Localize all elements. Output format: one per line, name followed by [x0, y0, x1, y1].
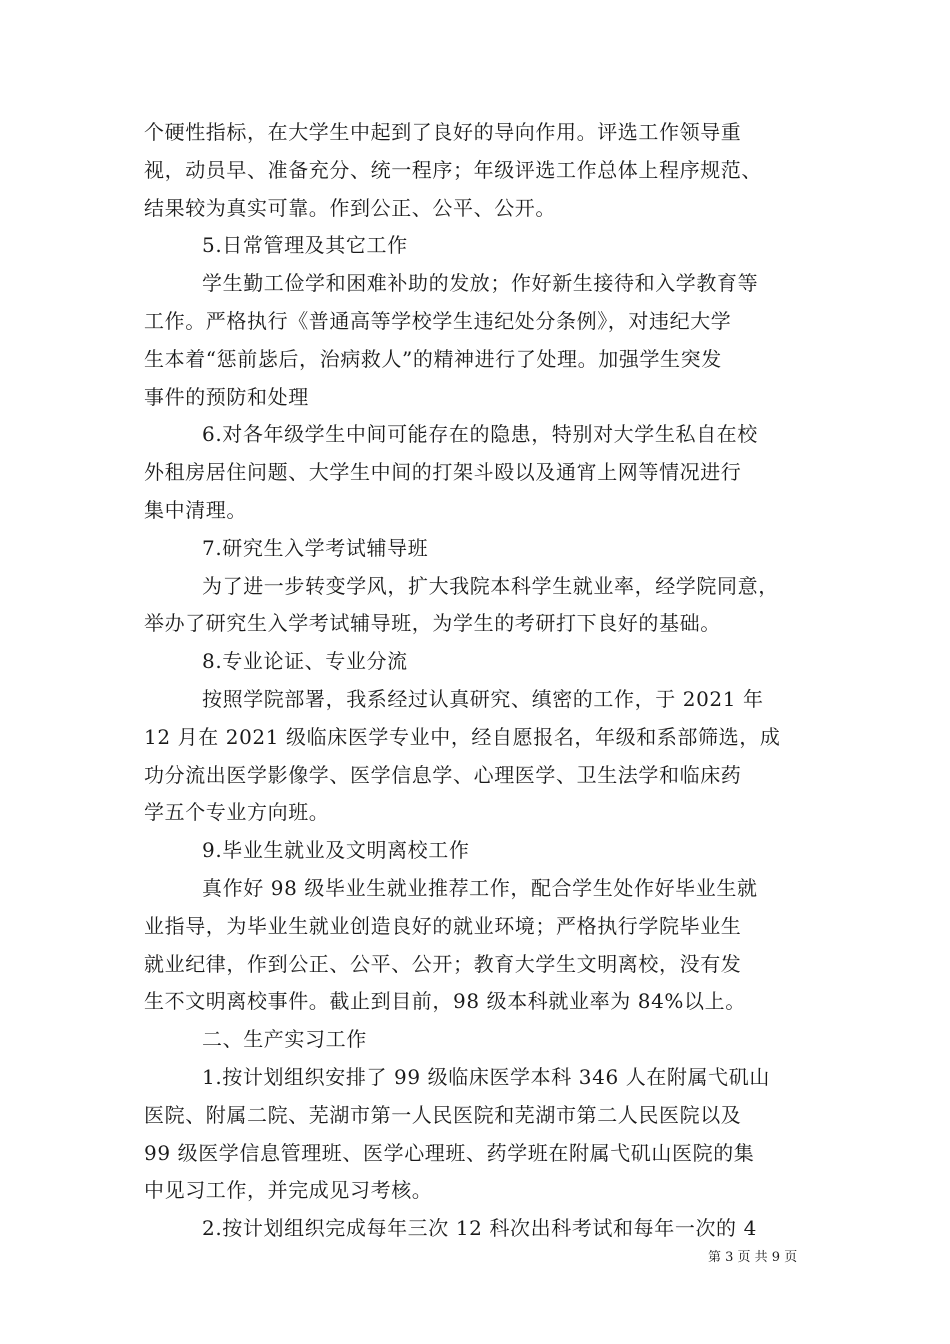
text-line: 生不文明离校事件。截止到目前，98 级本科就业率为 84%以上。	[144, 989, 746, 1014]
text-line: 外租房居住问题、大学生中间的打架斗殴以及通宵上网等情况进行	[144, 460, 742, 485]
document-body	[144, 114, 814, 1248]
text-line: 二、生产实习工作	[202, 1027, 367, 1052]
text-line: 功分流出医学影像学、医学信息学、心理医学、卫生法学和临床药	[144, 762, 742, 787]
text-line: 为了进一步转变学风，扩大我院本科学生就业率，经学院同意，	[202, 573, 779, 598]
text-line: 7.研究生入学考试辅导班	[202, 535, 429, 560]
text-line: 6.对各年级学生中间可能存在的隐患，特别对大学生私自在校	[202, 422, 758, 447]
text-line: 视，动员早、准备充分、统一程序；年级评选工作总体上程序规范、	[144, 157, 762, 182]
text-line: 生本着“惩前毖后，治病救人”的精神进行了处理。加强学生突发	[144, 346, 722, 371]
text-line: 举办了研究生入学考试辅导班，为学生的考研打下良好的基础。	[144, 611, 721, 636]
text-line: 事件的预防和处理	[144, 384, 309, 409]
text-line: 9.毕业生就业及文明离校工作	[202, 838, 470, 863]
text-line: 按照学院部署，我系经过认真研究、缜密的工作，于 2021 年	[202, 686, 764, 711]
text-line: 医院、附属二院、芜湖市第一人民医院和芜湖市第二人民医院以及	[144, 1102, 742, 1127]
text-line: 学五个专业方向班。	[144, 800, 330, 825]
text-line: 就业纪律，作到公正、公平、公开；教育大学生文明离校，没有发	[144, 951, 742, 976]
text-line: 中见习工作，并完成见习考核。	[144, 1178, 433, 1203]
text-line: 结果较为真实可靠。作到公正、公平、公开。	[144, 195, 556, 220]
text-line: 业指导，为毕业生就业创造良好的就业环境；严格执行学院毕业生	[144, 913, 742, 938]
text-line: 集中清理。	[144, 497, 247, 522]
text-line: 1.按计划组织安排了 99 级临床医学本科 346 人在附属弋矶山	[202, 1064, 770, 1089]
text-line: 工作。严格执行《普通高等学校学生违纪处分条例》，对违纪大学	[144, 308, 732, 333]
text-line: 12 月在 2021 级临床医学专业中，经自愿报名，年级和系部筛选，成	[144, 724, 781, 749]
text-line: 5.日常管理及其它工作	[202, 233, 408, 258]
text-line: 2.按计划组织完成每年三次 12 科次出科考试和每年一次的 4	[202, 1216, 757, 1241]
text-line: 学生勤工俭学和困难补助的发放；作好新生接待和入学教育等	[202, 271, 759, 296]
text-line: 真作好 98 级毕业生就业推荐工作，配合学生处作好毕业生就	[202, 875, 758, 900]
text-line: 个硬性指标，在大学生中起到了良好的导向作用。评选工作领导重	[144, 120, 742, 144]
page-footer: 第 3 页 共 9 页	[708, 1250, 798, 1265]
text-line: 8.专业论证、专业分流	[202, 649, 408, 674]
text-line: 99 级医学信息管理班、医学心理班、药学班在附属弋矶山医院的集	[144, 1140, 755, 1165]
